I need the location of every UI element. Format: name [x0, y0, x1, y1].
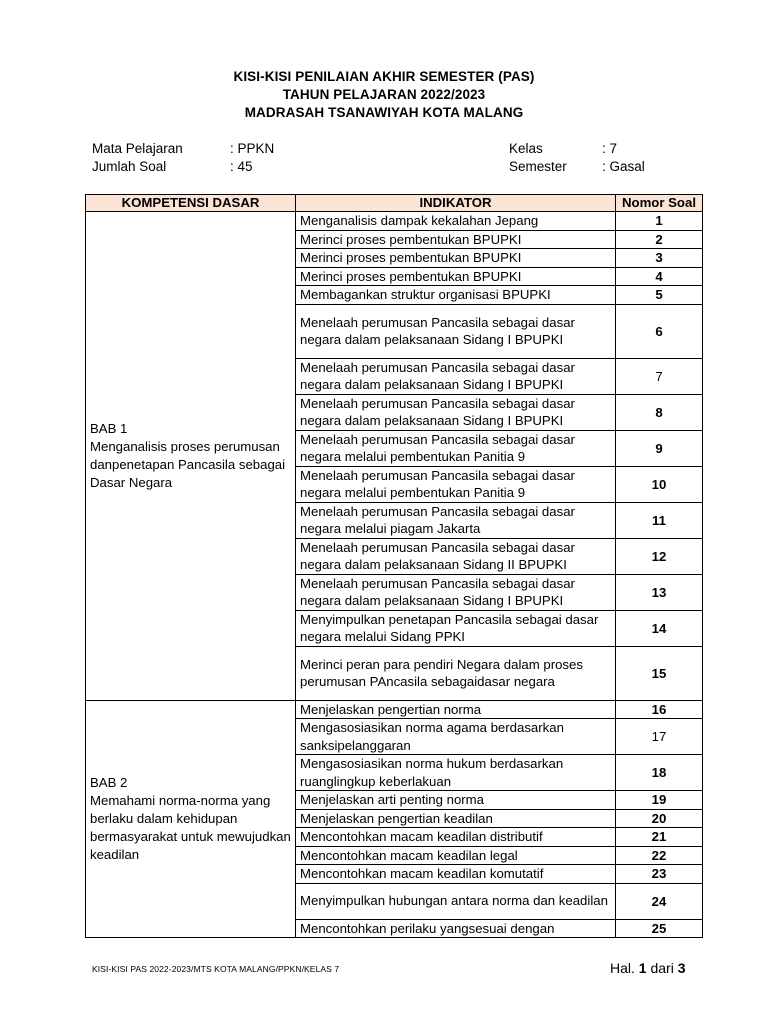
number-cell: 15 [616, 646, 703, 700]
indicator-cell: Menelaah perumusan Pancasila sebagai dasar negara dalam pelaksanaan Sidang I BPUPKI [296, 574, 616, 610]
indicator-cell: Menganalisis dampak kekalahan Jepang [296, 212, 616, 231]
header-year: TAHUN PELAJARAN 2022/2023 [282, 87, 486, 102]
count-value: : 45 [230, 159, 253, 174]
indicator-cell: Mengasosiasikan norma agama berdasarkan sanksipelanggaran [296, 719, 616, 755]
indicator-cell: Mencontohkan perilaku yangsesuai dengan [296, 919, 616, 938]
number-cell: 20 [616, 809, 703, 828]
indicator-cell: Menyimpulkan penetapan Pancasila sebagai dasar negara melalui Sidang PPKI [296, 610, 616, 646]
indicator-cell: Menelaah perumusan Pancasila sebagai dasar negara melalui pembentukan Panitia 9 [296, 430, 616, 466]
number-cell: 3 [616, 249, 703, 268]
number-cell: 24 [616, 883, 703, 919]
indicator-cell: Menelaah perumusan Pancasila sebagai dasar negara melalui piagam Jakarta [296, 502, 616, 538]
number-cell: 4 [616, 267, 703, 286]
indicator-cell: Merinci peran para pendiri Negara dalam proses perumusan PAncasila sebagaidasar negara [296, 646, 616, 700]
table-row [86, 700, 703, 719]
number-cell: 2 [616, 230, 703, 249]
meta-row-1 [92, 140, 712, 158]
header-kompetensi: KOMPETENSI DASAR [86, 195, 296, 212]
number-cell: 11 [616, 502, 703, 538]
kompetensi-description: Memahami norma-norma yang berlaku dalam kehidupan bermasyarakat untuk mewujudkan keadilan [90, 792, 291, 862]
number-cell: 23 [616, 865, 703, 884]
number-cell: 22 [616, 846, 703, 865]
semester-label: Semester [509, 159, 567, 174]
count-label: Jumlah Soal [92, 159, 167, 174]
number-cell: 14 [616, 610, 703, 646]
header-nomor-soal: Nomor Soal [616, 195, 703, 212]
indicator-cell: Menelaah perumusan Pancasila sebagai dasar negara dalam pelaksanaan Sidang I BPUPKI [296, 304, 616, 358]
kompetensi-title: BAB 1 [90, 420, 128, 436]
indicator-cell: Merinci proses pembentukan BPUPKI [296, 249, 616, 268]
class-value: : 7 [602, 141, 618, 156]
kompetensi-description: Menganalisis proses perumusan danpenetapan Pancasila sebagai Dasar Negara [90, 438, 286, 490]
number-cell: 25 [616, 919, 703, 938]
indicator-cell: Mencontohkan macam keadilan legal [296, 846, 616, 865]
subject-value: : PPKN [230, 141, 275, 156]
number-cell: 7 [616, 358, 703, 394]
indicator-cell: Membagankan struktur organisasi BPUPKI [296, 286, 616, 305]
table-row [86, 212, 703, 231]
indicator-cell: Mencontohkan macam keadilan komutatif [296, 865, 616, 884]
number-cell: 17 [616, 719, 703, 755]
number-cell: 9 [616, 430, 703, 466]
indicator-cell: Menelaah perumusan Pancasila sebagai dasar negara melalui pembentukan Panitia 9 [296, 466, 616, 502]
number-cell: 16 [616, 700, 703, 719]
indicator-cell: Menjelaskan pengertian keadilan [296, 809, 616, 828]
footer-document-id: KISI-KISI PAS 2022-2023/MTS KOTA MALANG/PPKN/KELAS 7 [92, 964, 340, 974]
indicator-cell: Menjelaskan pengertian norma [296, 700, 616, 719]
number-cell: 21 [616, 828, 703, 847]
number-cell: 1 [616, 212, 703, 231]
document-header [0, 68, 768, 122]
page-prefix: Hal. [610, 960, 635, 976]
indicator-cell: Merinci proses pembentukan BPUPKI [296, 230, 616, 249]
class-label: Kelas [509, 141, 543, 156]
number-cell: 6 [616, 304, 703, 358]
indicator-cell: Mencontohkan macam keadilan distributif [296, 828, 616, 847]
meta-row-2 [92, 158, 712, 176]
kisi-kisi-table [85, 194, 703, 938]
indicator-cell: Menjelaskan arti penting norma [296, 791, 616, 810]
kompetensi-cell-bab2 [86, 700, 296, 938]
number-cell: 12 [616, 538, 703, 574]
header-title: KISI-KISI PENILAIAN AKHIR SEMESTER (PAS) [233, 69, 535, 84]
indicator-cell: Merinci proses pembentukan BPUPKI [296, 267, 616, 286]
number-cell: 5 [616, 286, 703, 305]
header-school: MADRASAH TSANAWIYAH KOTA MALANG [244, 105, 524, 120]
indicator-cell: Menelaah perumusan Pancasila sebagai dasar negara dalam pelaksanaan Sidang II BPUPKI [296, 538, 616, 574]
indicator-cell: Menelaah perumusan Pancasila sebagai dasar negara dalam pelaksanaan Sidang I BPUPKI [296, 394, 616, 430]
header-indikator: INDIKATOR [296, 195, 616, 212]
kompetensi-title: BAB 2 [90, 774, 128, 790]
page-indicator [610, 960, 686, 976]
kompetensi-cell-bab1 [86, 212, 296, 701]
page-total: 3 [677, 960, 686, 976]
number-cell: 19 [616, 791, 703, 810]
page-current: 1 [638, 960, 647, 976]
number-cell: 8 [616, 394, 703, 430]
page-of: dari [650, 960, 674, 976]
number-cell: 10 [616, 466, 703, 502]
meta-info [92, 140, 712, 176]
number-cell: 13 [616, 574, 703, 610]
indicator-cell: Menelaah perumusan Pancasila sebagai dasar negara dalam pelaksanaan Sidang I BPUPKI [296, 358, 616, 394]
indicator-cell: Mengasosiasikan norma hukum berdasarkan ruanglingkup keberlakuan [296, 755, 616, 791]
table-header-row [86, 195, 703, 212]
indicator-cell: Menyimpulkan hubungan antara norma dan keadilan [296, 883, 616, 919]
subject-label: Mata Pelajaran [92, 141, 183, 156]
semester-value: : Gasal [602, 159, 645, 174]
table-body [86, 212, 703, 938]
number-cell: 18 [616, 755, 703, 791]
